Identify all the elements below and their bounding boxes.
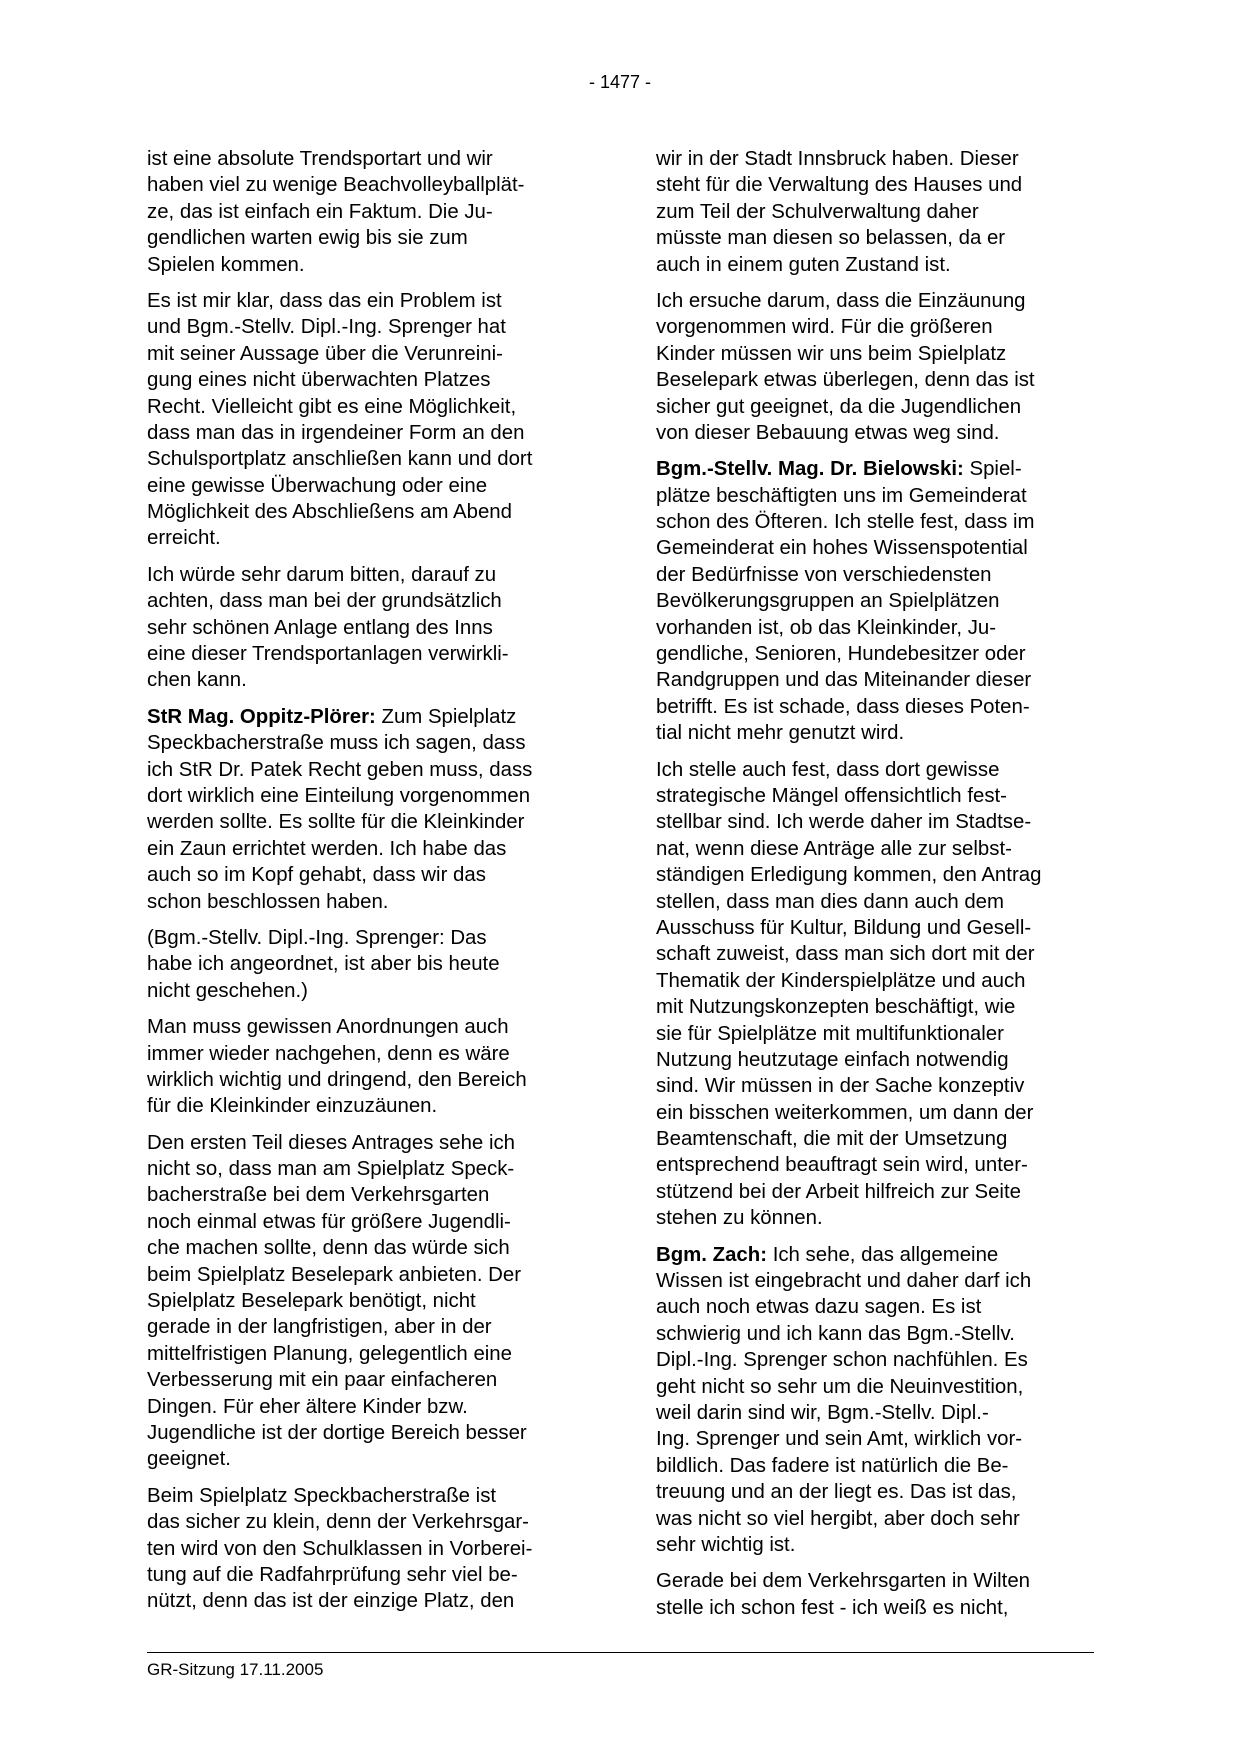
- paragraph-line: nützt, denn das ist der einzige Platz, den: [147, 1590, 515, 1613]
- paragraph-line: Man muss gewissen Anordnungen auch: [147, 1016, 509, 1039]
- paragraph-line: haben viel zu wenige Beachvolleyballplät-: [147, 174, 525, 197]
- paragraph-line: noch einmal etwas für größere Jugendli-: [147, 1210, 511, 1233]
- page-number: - 1477 -: [588, 72, 652, 92]
- paragraph: [656, 456, 1096, 746]
- paragraph-line: Jugendliche ist der dortige Bereich besser: [147, 1421, 527, 1444]
- paragraph-line: sehr schönen Anlage entlang des Inns: [147, 616, 493, 639]
- footer-session-date: GR-Sitzung 17.11.2005: [147, 1660, 324, 1679]
- paragraph-line: Beim Spielplatz Speckbacherstraße ist: [147, 1484, 497, 1507]
- paragraph-line: achten, dass man bei der grundsätzlich: [147, 590, 502, 613]
- paragraph-line: zum Teil der Schulverwaltung daher: [656, 200, 979, 223]
- paragraph-line: eine gewisse Überwachung oder eine: [147, 474, 488, 497]
- paragraph-line: [147, 704, 592, 730]
- paragraph-line: bildlich. Das fadere ist natürlich die Be-: [656, 1454, 1009, 1477]
- paragraph-line: eine dieser Trendsportanlagen verwirkli-: [147, 643, 509, 666]
- paragraph: [147, 146, 592, 278]
- paragraph-line: Ausschuss für Kultur, Bildung und Gesell-: [656, 916, 1032, 939]
- paragraph-line: der Bedürfnisse von verschiedensten: [656, 563, 992, 586]
- paragraph-line: plätze beschäftigten uns im Gemeinderat: [656, 484, 1027, 507]
- paragraph-line: gendlichen warten ewig bis sie zum: [147, 227, 468, 250]
- paragraph-line: entsprechend beauftragt sein wird, unter-: [656, 1154, 1028, 1177]
- paragraph: [147, 704, 592, 915]
- paragraph-line: Verbesserung mit ein paar einfacheren: [147, 1369, 498, 1392]
- paragraph-line: gendliche, Senioren, Hundebesitzer oder: [656, 643, 1026, 666]
- paragraph-line: Gerade bei dem Verkehrsgarten in Wilten: [656, 1570, 1031, 1593]
- speaker-name: StR Mag. Oppitz-Plörer:: [147, 705, 376, 728]
- paragraph-line: Ing. Sprenger und sein Amt, wirklich vor-: [656, 1428, 1023, 1451]
- paragraph-line: auch so im Kopf gehabt, dass wir das: [147, 864, 486, 887]
- paragraph: [147, 562, 592, 694]
- paragraph-line: stellbar sind. Ich werde daher im Stadtse-: [656, 811, 1032, 834]
- paragraph-line: Beamtenschaft, die mit der Umsetzung: [656, 1128, 1008, 1151]
- paragraph-line: Speckbacherstraße muss ich sagen, dass: [147, 732, 526, 755]
- paragraph-line: Bevölkerungsgruppen an Spielplätzen: [656, 590, 1000, 613]
- paragraph-line: vorhanden ist, ob das Kleinkinder, Ju-: [656, 616, 997, 639]
- paragraph-line: Möglichkeit des Abschließens am Abend: [147, 501, 512, 524]
- paragraph-line: Ich ersuche darum, dass die Einzäunung: [656, 289, 1026, 312]
- paragraph-line: tial nicht mehr genutzt wird.: [656, 722, 905, 745]
- paragraph-line: nicht so, dass man am Spielplatz Speck-: [147, 1158, 515, 1181]
- paragraph-line: Wissen ist eingebracht und daher darf ich: [656, 1270, 1032, 1293]
- paragraph-line: ist eine absolute Trendsportart und wir: [147, 148, 493, 170]
- paragraph-line: ein Zaun errichtet werden. Ich habe das: [147, 837, 507, 860]
- paragraph-line: gerade in der langfristigen, aber in der: [147, 1316, 492, 1339]
- paragraph-line: steht für die Verwaltung des Hauses und: [656, 174, 1023, 197]
- paragraph: [656, 1242, 1096, 1559]
- paragraph-line: schon des Öfteren. Ich stelle fest, dass im: [656, 511, 1035, 534]
- paragraph: [656, 1568, 1096, 1621]
- paragraph-line: stützend bei der Arbeit hilfreich zur Seite: [656, 1180, 1021, 1203]
- footer-divider: [147, 1652, 1094, 1653]
- paragraph-line: geht nicht so sehr um die Neuinvestition,: [656, 1375, 1024, 1398]
- paragraph-line: immer wieder nachgehen, denn es wäre: [147, 1042, 510, 1065]
- paragraph-line: bacherstraße bei dem Verkehrsgarten: [147, 1184, 490, 1207]
- paragraph-line: geeignet.: [147, 1448, 231, 1471]
- paragraph-line: sie für Spielplätze mit multifunktionaler: [656, 1022, 1004, 1045]
- paragraph-line: von dieser Bebauung etwas weg sind.: [656, 421, 1000, 444]
- paragraph-line: Spielen kommen.: [147, 253, 305, 276]
- paragraph-line: ze, das ist einfach ein Faktum. Die Ju-: [147, 200, 493, 223]
- paragraph-line: Dipl.-Ing. Sprenger schon nachfühlen. Es: [656, 1349, 1028, 1372]
- paragraph-line: auch noch etwas dazu sagen. Es ist: [656, 1296, 982, 1319]
- speaker-line-text: Zum Spielplatz: [375, 705, 517, 728]
- paragraph: [147, 1014, 592, 1120]
- paragraph-line: schon beschlossen haben.: [147, 890, 389, 913]
- paragraph-line: schwierig und ich kann das Bgm.-Stellv.: [656, 1322, 1015, 1345]
- paragraph-line: für die Kleinkinder einzuzäunen.: [147, 1095, 438, 1118]
- paragraph-line: sind. Wir müssen in der Sache konzeptiv: [656, 1075, 1025, 1098]
- paragraph-line: dort wirklich eine Einteilung vorgenommen: [147, 784, 531, 807]
- paragraph-line: tung auf die Radfahrprüfung sehr viel be-: [147, 1563, 518, 1586]
- paragraph-line: müsste man diesen so belassen, da er: [656, 227, 1006, 250]
- paragraph-line: Thematik der Kinderspielplätze und auch: [656, 969, 1026, 992]
- paragraph-line: Recht. Vielleicht gibt es eine Möglichkeit,: [147, 395, 517, 418]
- paragraph-line: stehen zu können.: [656, 1207, 823, 1230]
- speaker-name: Bgm.-Stellv. Mag. Dr. Bielowski:: [656, 458, 964, 481]
- paragraph-line: Ich stelle auch fest, dass dort gewisse: [656, 758, 1000, 781]
- paragraph-line: Den ersten Teil dieses Antrages sehe ich: [147, 1131, 516, 1154]
- left-column: [147, 146, 592, 1625]
- paragraph-line: ich StR Dr. Patek Recht geben muss, dass: [147, 758, 533, 781]
- paragraph: [147, 288, 592, 552]
- paragraph-line: gung eines nicht überwachten Platzes: [147, 369, 491, 392]
- paragraph-line: das sicher zu klein, denn der Verkehrsgar-: [147, 1511, 529, 1534]
- paragraph: [656, 757, 1096, 1232]
- paragraph: [656, 288, 1096, 446]
- paragraph-line: Kinder müssen wir uns beim Spielplatz: [656, 342, 1007, 365]
- paragraph-line: weil darin sind wir, Bgm.-Stellv. Dipl.-: [656, 1401, 989, 1424]
- paragraph-line: mit Nutzungskonzepten beschäftigt, wie: [656, 996, 1016, 1019]
- paragraph-line: [656, 1242, 1096, 1268]
- paragraph-line: Gemeinderat ein hohes Wissenspotential: [656, 537, 1028, 560]
- speaker-line-text: Spiel-: [963, 458, 1022, 481]
- paragraph-line: sicher gut geeignet, da die Jugendlichen: [656, 395, 1022, 418]
- paragraph-line: chen kann.: [147, 669, 247, 692]
- paragraph-line: Es ist mir klar, dass das ein Problem ist: [147, 289, 502, 312]
- paragraph-line: wirklich wichtig und dringend, den Bereich: [147, 1068, 527, 1091]
- paragraph-line: mit seiner Aussage über die Verunreini-: [147, 342, 503, 365]
- paragraph-line: treuung und an der liegt es. Das ist das,: [656, 1481, 1017, 1504]
- paragraph-line: sehr wichtig ist.: [656, 1533, 796, 1556]
- paragraph: [147, 925, 592, 1004]
- paragraph-line: Schulsportplatz anschließen kann und dort: [147, 448, 533, 471]
- paragraph: [147, 1483, 592, 1615]
- paragraph-line: che machen sollte, denn das würde sich: [147, 1237, 510, 1260]
- paragraph-line: mittelfristigen Planung, gelegentlich eine: [147, 1342, 512, 1365]
- paragraph-line: wir in der Stadt Innsbruck haben. Dieser: [656, 148, 1019, 170]
- speaker-name: Bgm. Zach:: [656, 1243, 768, 1266]
- paragraph-line: Ich würde sehr darum bitten, darauf zu: [147, 563, 497, 586]
- paragraph-line: nat, wenn diese Anträge alle zur selbst-: [656, 837, 1012, 860]
- paragraph-line: ein bisschen weiterkommen, um dann der: [656, 1101, 1034, 1124]
- speaker-line-text: Ich sehe, das allgemeine: [767, 1243, 999, 1266]
- paragraph-line: auch in einem guten Zustand ist.: [656, 253, 951, 276]
- paragraph-line: stelle ich schon fest - ich weiß es nicht,: [656, 1596, 1009, 1619]
- paragraph-line: vorgenommen wird. Für die größeren: [656, 316, 993, 339]
- paragraph-line: strategische Mängel offensichtlich fest-: [656, 784, 1007, 807]
- paragraph-line: Nutzung heutzutage einfach notwendig: [656, 1048, 1009, 1071]
- paragraph: [656, 146, 1096, 278]
- paragraph-line: nicht geschehen.): [147, 979, 308, 1002]
- paragraph-line: betrifft. Es ist schade, dass dieses Poten-: [656, 695, 1030, 718]
- paragraph-line: beim Spielplatz Beselepark anbieten. Der: [147, 1263, 522, 1286]
- paragraph-line: und Bgm.-Stellv. Dipl.-Ing. Sprenger hat: [147, 316, 506, 339]
- paragraph-line: habe ich angeordnet, ist aber bis heute: [147, 953, 500, 976]
- right-column: [656, 146, 1096, 1631]
- paragraph-line: stellen, dass man dies dann auch dem: [656, 890, 1004, 913]
- paragraph-line: ständigen Erledigung kommen, den Antrag: [656, 864, 1042, 887]
- paragraph-line: schaft zuweist, dass man sich dort mit der: [656, 943, 1035, 966]
- paragraph: [147, 1130, 592, 1473]
- paragraph-line: erreicht.: [147, 527, 221, 550]
- paragraph-line: was nicht so viel hergibt, aber doch sehr: [656, 1507, 1020, 1530]
- paragraph-line: Beselepark etwas überlegen, denn das ist: [656, 369, 1035, 392]
- paragraph-line: Dingen. Für eher ältere Kinder bzw.: [147, 1395, 468, 1418]
- paragraph-line: [656, 456, 1096, 482]
- paragraph-line: (Bgm.-Stellv. Dipl.-Ing. Sprenger: Das: [147, 926, 487, 949]
- paragraph-line: ten wird von den Schulklassen in Vorberei-: [147, 1537, 533, 1560]
- paragraph-line: Randgruppen und das Miteinander dieser: [656, 669, 1032, 692]
- paragraph-line: Spielplatz Beselepark benötigt, nicht: [147, 1290, 476, 1313]
- paragraph-line: werden sollte. Es sollte für die Kleinkinder: [147, 811, 525, 834]
- paragraph-line: dass man das in irgendeiner Form an den: [147, 421, 525, 444]
